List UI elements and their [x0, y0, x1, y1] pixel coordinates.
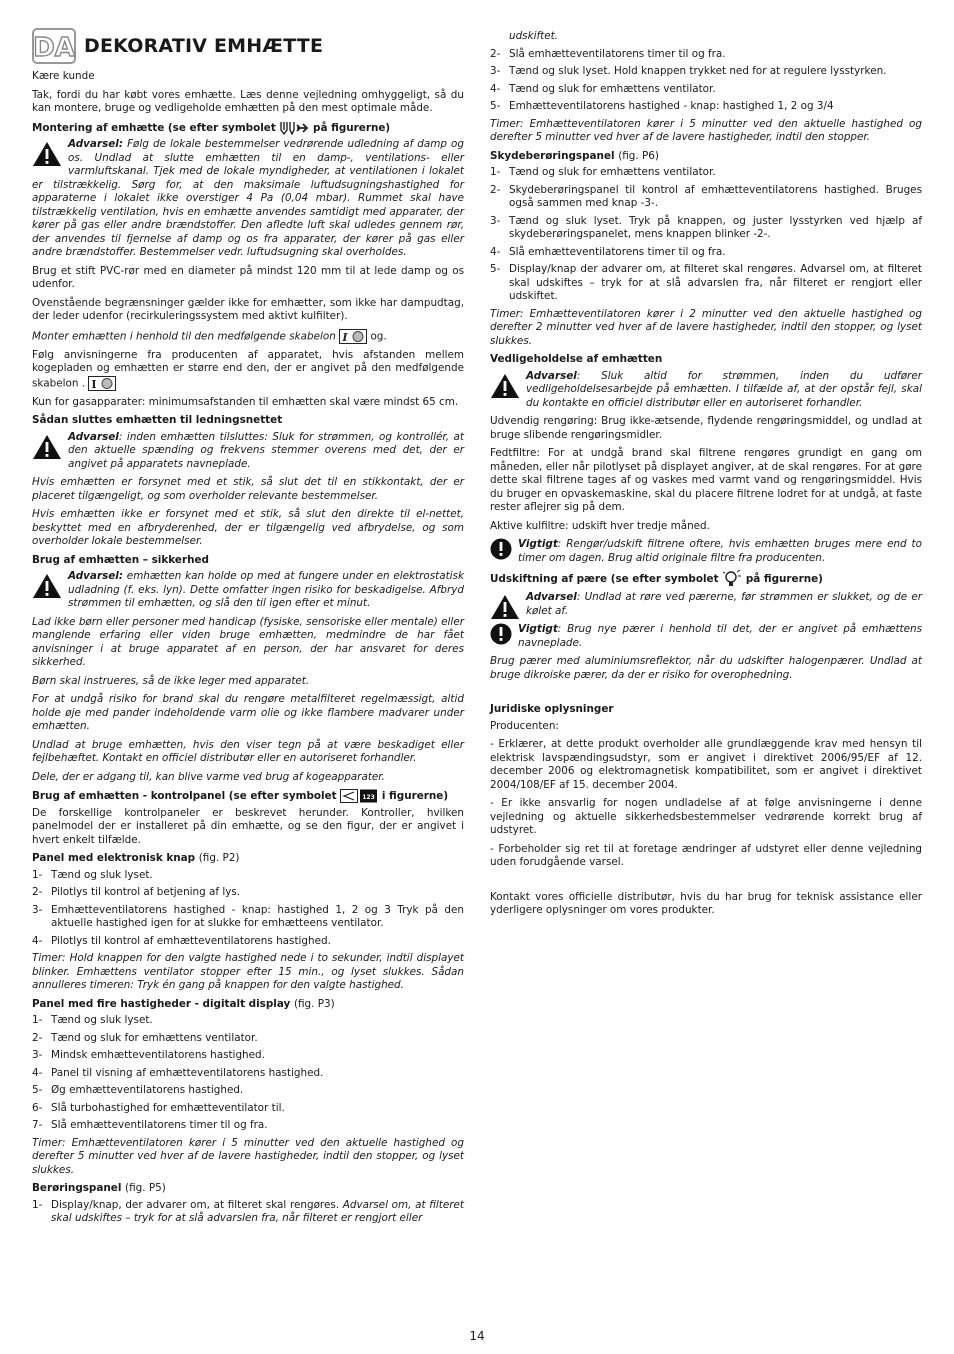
warning-triangle-icon — [32, 573, 62, 599]
grease-filter-text: Fedtfiltre: For at undgå brand skal filtrene rengøres grundigt en gang om måneden, eller når pilotlyset på displayet angiver, at de skal rengøres. For at gøre dette skal filtrene tages af og vaskes med varmt vand og rengøringsmiddel. Hvis du bruger en opvaskemaskine, skal du placere filtrene lodret for at undgå, at faste rester aflejrer sig på dem. — [490, 447, 922, 513]
list-item: 5- Emhætteventilatorens hastighed - knap: hastighed 1, 2 og 3/4 — [490, 100, 834, 112]
list-item: udskiftet. — [509, 30, 559, 42]
montering-heading: Montering af emhætte (se efter symbolet på figurerne) — [32, 121, 391, 134]
mounting-tools-icon — [279, 121, 309, 135]
carbon-filter-text: Aktive kulfiltre: udskift hver tredje måned. — [490, 519, 710, 532]
contact-text: Kontakt vores officielle distributør, hvis du har brug for teknisk assistance eller yderligere oplysninger om vores produkter. — [490, 890, 922, 916]
p2-timer-text: Timer: Hold knappen for den valgte hastighed nede i to sekunder, indtil displayet blinker. Emhættens ventilator stopper efter 15 min., og lyset slukkes. Sådan annulleres timeren: Tryk én gang på knappen for den valgte hastighed. — [32, 952, 464, 991]
list-item: 4- Panel til visning af emhætteventilatorens hastighed. — [32, 1066, 324, 1079]
damaged-text: Undlad at bruge emhætten, hvis den viser tegn på at være beskadiget eller fejlbehæftet. Kontakt en officiel distributør eller en autoriseret forhandler. — [32, 738, 464, 764]
list-item: 2- Pilotlys til kontrol af betjening af lys. — [32, 886, 241, 898]
language-badge-icon — [32, 28, 76, 64]
list-item: 4- Tænd og sluk for emhættens ventilator. — [490, 82, 716, 95]
warning-triangle-icon — [490, 594, 520, 620]
svg-text:123: 123 — [362, 794, 376, 801]
warning-triangle-icon — [32, 141, 62, 167]
p5-timer-text: Timer: Emhætteventilatoren kører i 5 minutter ved den aktuelle hastighed og derefter 5 minutter ved hver af de lavere hastigheder, indtil den stopper. — [490, 117, 922, 143]
hot-parts-text: Dele, der er adgang til, kan blive varme ved brug af kogeapparater. — [32, 770, 385, 783]
greeting: Kære kunde — [32, 70, 95, 82]
warning-triangle-icon — [32, 434, 62, 460]
important-note: Vigtigt: Rengør/udskift filtrene oftere, hvis emhætten bruges mere end to timer om dagen. Brug altid originale filtre fra producenten. — [490, 538, 922, 565]
list-item: 6- Slå turbohastighed for emhætteventilator til. — [32, 1101, 285, 1114]
page-number: 14 — [469, 1329, 485, 1343]
exterior-cleaning-text: Udvendig rengøring: Brug ikke-ætsende, flydende rengøringsmiddel, og undlad at bruge slibende rengøringsmidler. — [490, 415, 922, 441]
list-item: 3- Tænd og sluk lyset. Hold knappen trykket ned for at regulere lysstyrken. — [490, 65, 887, 77]
important-icon — [490, 623, 512, 645]
right-column — [490, 30, 922, 923]
paere-heading: Udskiftning af pære (se efter symbolet på figurerne) — [490, 570, 922, 588]
list-item: 2- Tænd og sluk for emhættens ventilator. — [32, 1031, 258, 1044]
gas-distance-text: Kun for gasapparater: minimumsafstanden til emhætten skal være mindst 65 cm. — [32, 395, 459, 408]
intro-text: Tak, fordi du har købt vores emhætte. Læs denne vejledning omhyggeligt, så du kan montere, bruge og vedligeholde emhætten på den mest optimale måde. — [32, 88, 464, 114]
ledning-heading: Sådan sluttes emhætten til ledningsnettet — [32, 414, 283, 426]
template-text: Monter emhætten i henhold til den medfølgende skabelon I og. — [32, 330, 387, 344]
p3-timer-text: Timer: Emhætteventilatoren kører i 5 minutter ved den aktuelle hastighed og derefter 5 minutter ved hver af de lavere hastigheder, indtil den stopper, og lyset slukkes. — [32, 1136, 464, 1176]
sikkerhed-heading: Brug af emhætten – sikkerhed — [32, 553, 209, 566]
template-icon — [88, 376, 116, 391]
page-header — [32, 28, 464, 64]
paere-warning: Advarsel: Undlad at røre ved pærerne, før strømmen er slukket, og de er kølet af. — [490, 591, 922, 618]
list-item: 5- Display/knap der advarer om, at filteret skal rengøres. Advarsel om, at filteret skal udskiftes – tryk for at slå advarslen fra, når filteret er rengjort eller udskiftet. — [490, 263, 922, 302]
control-panel-icon — [340, 789, 378, 803]
juridisk-heading: Juridiske oplysninger — [490, 703, 614, 715]
restriction-text: Ovenstående begrænsninger gælder ikke for emhætter, som ikke har dampudtag, der leder udenfor (recirkuleringssystem med aktivt kulfilter). — [32, 296, 464, 322]
vedligeholdelse-warning: Advarsel: Sluk altid for strømmen, inden du udfører vedligeholdelsesarbejde på emhætten. I tilfælde af, at der opstår fejl, skal du kontakte en officiel distributør eller en autoriseret forhandler. — [490, 370, 922, 411]
distance-text: Følg anvisningerne fra producenten af apparatet, hvis afstanden mellem kogepladen og emhætten er større end den, der er angivet på den medfølgende skabelon . I — [32, 348, 464, 391]
ledning-warning: Advarsel: inden emhætten tilsluttes: Sluk for strømmen, og kontrollér, at den aktuelle spænding og frekvens stemmer overens med det, der er angivet på apparatets navneplade. — [32, 431, 464, 472]
p6-heading: Skydeberøringspanel (fig. P6) — [490, 149, 659, 162]
list-item: 2- Slå emhætteventilatorens timer til og fra. — [490, 47, 726, 60]
svg-text:I: I — [91, 377, 97, 391]
list-item: 1- Tænd og sluk lyset. — [32, 1014, 153, 1026]
vedligeholdelse-heading: Vedligeholdelse af emhætten — [490, 353, 663, 365]
kontrolpanel-heading: Brug af emhætten - kontrolpanel (se efter symbolet 123 i figurerne) — [32, 790, 449, 802]
important-icon — [490, 538, 512, 560]
important-note: Vigtigt: Brug nye pærer i henhold til det, der er angivet på emhættens navneplade. — [490, 623, 922, 650]
p2-heading: Panel med elektronisk knap (fig. P2) — [32, 852, 240, 864]
list-item: 4- Slå emhætteventilatorens timer til og fra. — [490, 245, 726, 258]
pvc-text: Brug et stift PVC-rør med en diameter på mindst 120 mm til at lede damp og os udenfor. — [32, 264, 464, 290]
children-play-text: Børn skal instrueres, så de ikke leger med apparatet. — [32, 674, 310, 687]
list-item: 2- Skydeberøringspanel til kontrol af emhætteventilatorens hastighed. Bruges også sammen med knap -3-. — [490, 183, 922, 209]
list-item: 4- Pilotlys til kontrol af emhætteventilatorens hastighed. — [32, 934, 331, 947]
p5-heading: Berøringspanel (fig. P5) — [32, 1182, 166, 1194]
kontrolpanel-text: De forskellige kontrolpaneler er beskrevet herunder. Kontroller, hvilken panelmodel der er installeret på din emhætte, og se den figur, der er angivet i hvert enkelt tilfælde. — [32, 806, 464, 846]
list-item: 3- Mindsk emhætteventilatorens hastighed. — [32, 1049, 265, 1061]
warning-triangle-icon — [490, 373, 520, 399]
producer-label: Producenten: — [490, 719, 559, 732]
no-plug-text: Hvis emhætten ikke er forsynet med et stik, så slut den direkte til el-nettet, beskyttet med en afbryderenhed, der er tilgængelig ved afbrydelse, og som overholder lokale bestemmelser. — [32, 508, 464, 547]
list-item: 3- Tænd og sluk lyset. Tryk på knappen, og juster lysstyrken ved hjælp af skydeberøringspanelet, mens knappen blinker -2-. — [490, 214, 922, 240]
plug-text: Hvis emhætten er forsynet med et stik, så slut det til en stikkontakt, der er placeret tilgængeligt, og som overholder relevante bestemmelser. — [32, 476, 464, 502]
montering-warning: Advarsel: Følg de lokale bestemmelser vedrørende udledning af damp og os. Undlad at slutte emhætten til en damp-, ventilations- eller varmluftskanal. Tjek med de lokale myndigheder, at ventilationen i lokalet er tilstrækkelig. Sørg for, at den maksimale luftudsugningshastighed for apparaterne i lokalet ikke overstiger 4 Pa (0,04 mbar). Rummet skal have tilstrækkelig ventilation, hvis en emhætte anvendes samtidigt med apparater, der kører på gas eller andre brændstoffer. Den afledte luft skal udledes gennem rør, der anvendes til fjernelse af damp og os fra apparater, der kører på gas eller andre brændstoffer. Bestemmelser vedr. luftudsugning skal overholdes. — [32, 138, 464, 258]
list-item: 1- Tænd og sluk for emhættens ventilator. — [490, 166, 716, 178]
list-item: 1- Tænd og sluk lyset. — [32, 868, 153, 881]
fire-risk-text: For at undgå risiko for brand skal du rengøre metalfilteret regelmæssigt, altid holde øje med pander indeholdende varm olie og ikke flambere madvarer under emhætten. — [32, 693, 464, 732]
page-title: DEKORATIV EMHÆTTE — [84, 35, 324, 57]
list-item: 7- Slå emhætteventilatorens timer til og fra. — [32, 1119, 268, 1131]
bulb-icon — [722, 570, 742, 588]
p6-timer-text: Timer: Emhætteventilatoren kører i 2 minutter ved den aktuelle hastighed og derefter 2 minutter ved hver af de lavere hastigheder, indtil den stopper, og lyset slukkes. — [490, 307, 922, 347]
aluminium-bulb-text: Brug pærer med aluminiumsreflektor, når du udskifter halogenpærer. Undlad at bruge dikroiske pærer, da der er risiko for overophedning. — [490, 655, 922, 681]
template-icon — [339, 329, 367, 344]
legal-liability: - Er ikke ansvarlig for nogen undladelse af at følge anvisningerne i denne vejledning og aktuelle sikkerhedsbestemmelser vedrørende korrekt brug af udstyret. — [490, 797, 922, 836]
svg-text:I: I — [342, 330, 348, 344]
children-text: Lad ikke børn eller personer med handicap (fysiske, sensoriske eller mentale) eller manglende erfaring eller viden bruge emhætten, medmindre de har fået anvisninger i at bruge apparatet af en person, der har ansvaret for deres sikkerhed. — [32, 615, 464, 668]
legal-declaration: - Erklærer, at dette produkt overholder alle grundlæggende krav med hensyn til elektrisk lavspændingsudstyr, som er angivet i direktivet 2006/95/EF af 12. december 2006 og elektromagnetisk kompatibilitet, som er angivet i direktivet 2004/108/EF af 15. december 2004. — [490, 738, 922, 791]
legal-changes: - Forbeholder sig ret til at foretage ændringer af udstyret eller denne vejledning uden forudgående varsel. — [490, 842, 922, 868]
list-item: 3- Emhætteventilatorens hastighed - knap: hastighed 1, 2 og 3 Tryk på den aktuelle hastighed igen for at slukke for emhætteens ventilator. — [32, 903, 464, 929]
svg-text:DA: DA — [33, 33, 75, 63]
list-item: 5- Øg emhætteventilatorens hastighed. — [32, 1084, 244, 1096]
left-column — [32, 28, 464, 1230]
list-item: 1- Display/knap, der advarer om, at filteret skal rengøres. Advarsel om, at filteret skal udskiftes – tryk for at slå advarslen fra, når filteret er rengjort eller — [32, 1198, 465, 1224]
p3-heading: Panel med fire hastigheder - digitalt display (fig. P3) — [32, 997, 335, 1010]
sikkerhed-warning: Advarsel: emhætten kan holde op med at fungere under en elektrostatisk udladning (f. eks. lyn). Dette omfatter ingen risiko for beskadigelse. Afbryd strømmen til emhætten, og slå den til igen efter et minut. — [32, 570, 464, 611]
